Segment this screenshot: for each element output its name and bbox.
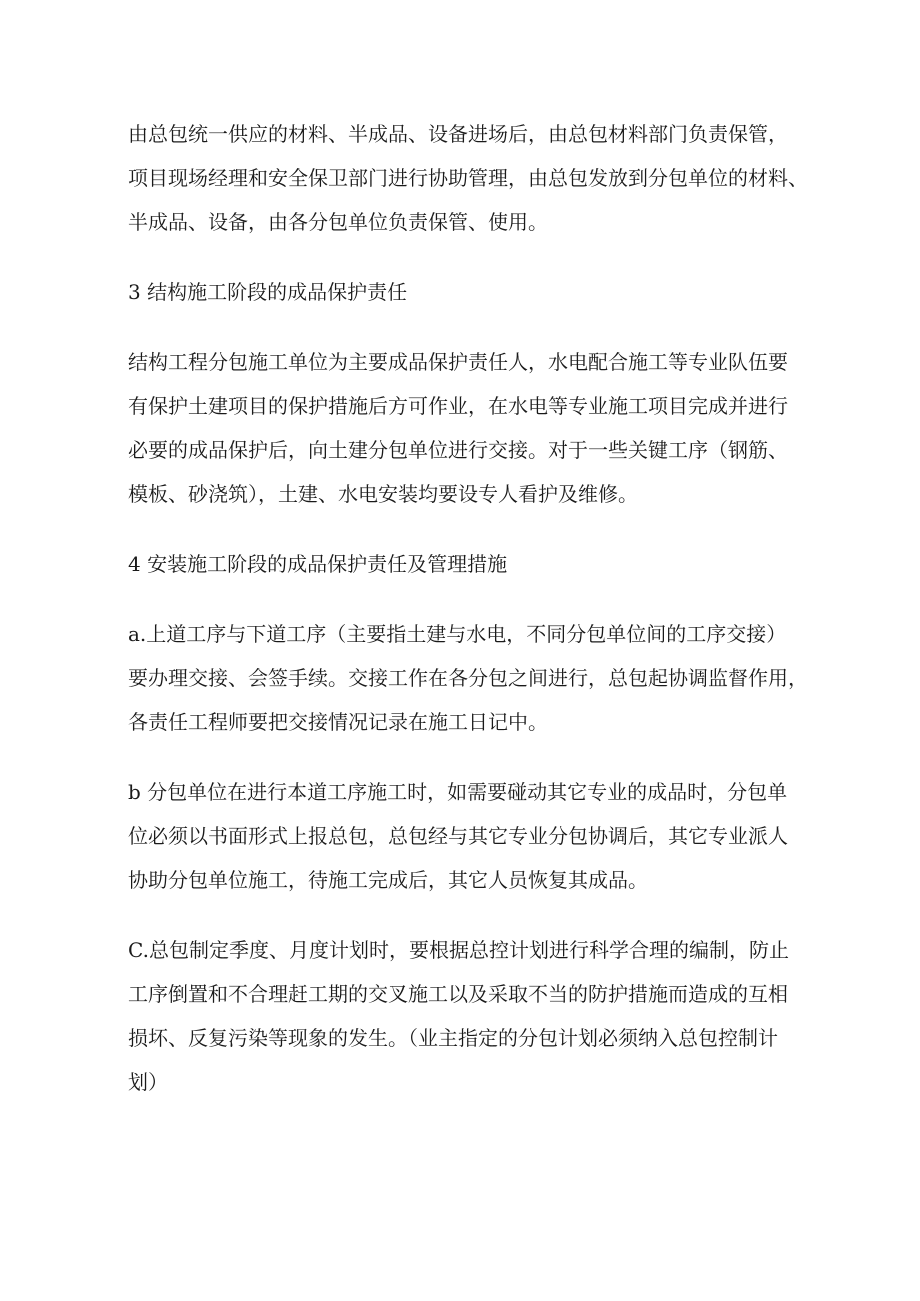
text-line: a.上道工序与下道工序（主要指土建与水电，不同分包单位间的工序交接）: [128, 622, 787, 646]
heading-text: 3 结构施工阶段的成品保护责任: [128, 280, 408, 304]
text-line: b 分包单位在进行本道工序施工时，如需要碰动其它专业的成品时，分包单: [128, 780, 788, 804]
text-line: 划）: [128, 1070, 168, 1094]
text-line: 模板、砂浇筑），土建、水电安装均要设专人看护及维修。: [128, 482, 638, 506]
text-line: 要办理交接、会签手续。交接工作在各分包之间进行，总包起协调监督作用，: [128, 666, 808, 690]
text-line: 有保护土建项目的保护措施后方可作业，在水电等专业施工项目完成并进行: [128, 394, 788, 418]
document-body: [128, 112, 808, 1104]
paragraph-item-b: [128, 770, 808, 902]
paragraph-material-custody: [128, 112, 808, 244]
section-heading-4: [128, 542, 808, 586]
text-line: 结构工程分包施工单位为主要成品保护责任人，水电配合施工等专业队伍要: [128, 350, 788, 374]
paragraph-item-a: [128, 612, 808, 744]
text-line: C.总包制定季度、月度计划时，要根据总控计划进行科学合理的编制，防止: [128, 938, 789, 962]
text-line: 半成品、设备，由各分包单位负责保管、使用。: [128, 210, 548, 234]
heading-text: 4 安装施工阶段的成品保护责任及管理措施: [128, 552, 508, 576]
text-line: 位必须以书面形式上报总包，总包经与其它专业分包协调后，其它专业派人: [128, 824, 788, 848]
text-line: 项目现场经理和安全保卫部门进行协助管理，由总包发放到分包单位的材料、: [128, 166, 808, 190]
text-line: 各责任工程师要把交接情况记录在施工日记中。: [128, 710, 548, 734]
section-heading-3: [128, 270, 808, 314]
text-line: 损坏、反复污染等现象的发生。（业主指定的分包计划必须纳入总包控制计: [128, 1026, 778, 1050]
text-line: 由总包统一供应的材料、半成品、设备进场后，由总包材料部门负责保管，: [128, 122, 788, 146]
text-line: 协助分包单位施工，待施工完成后，其它人员恢复其成品。: [128, 868, 648, 892]
paragraph-item-c: [128, 928, 808, 1104]
text-line: 工序倒置和不合理赶工期的交叉施工以及采取不当的防护措施而造成的互相: [128, 982, 788, 1006]
paragraph-structure-protection: [128, 340, 808, 516]
text-line: 必要的成品保护后，向土建分包单位进行交接。对于一些关键工序（钢筋、: [128, 438, 788, 462]
